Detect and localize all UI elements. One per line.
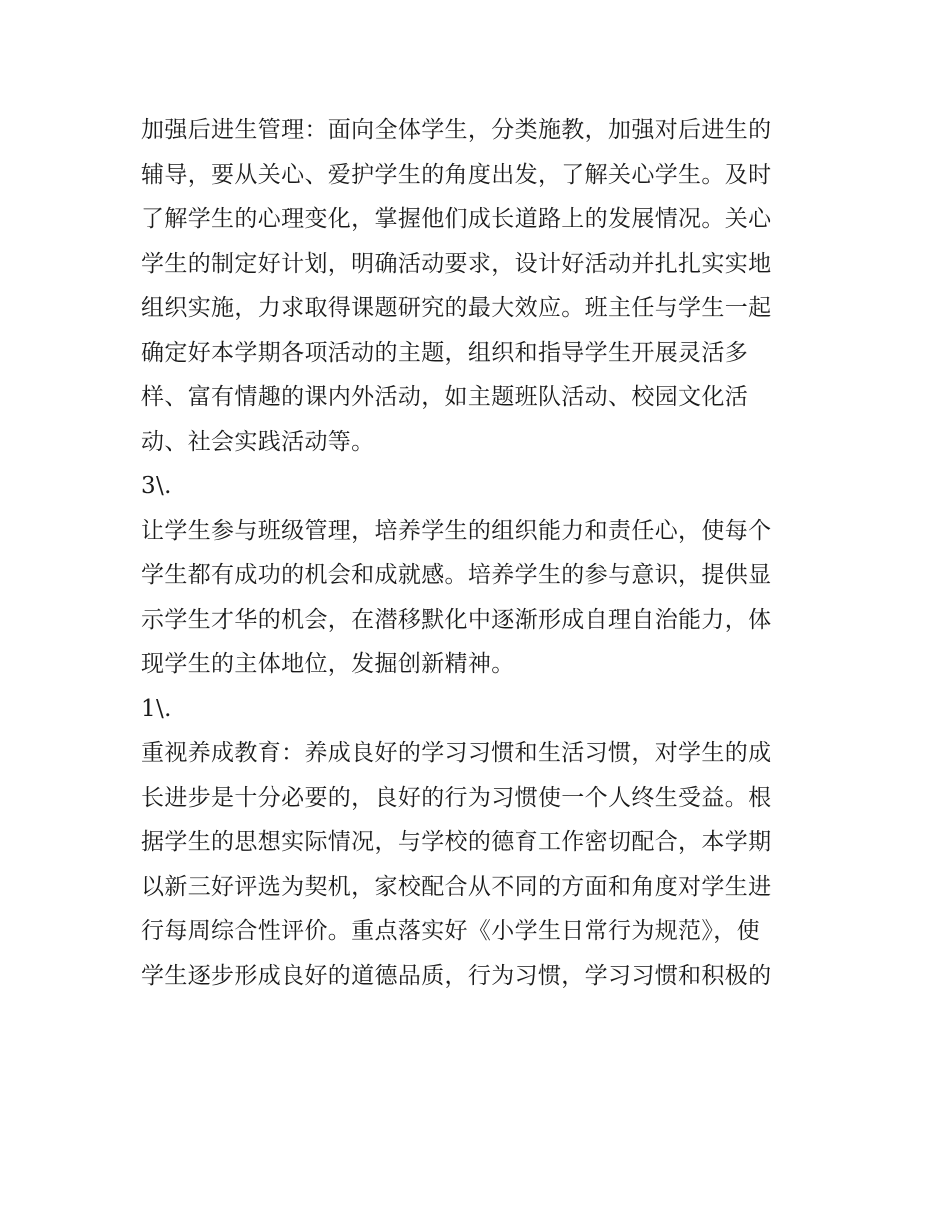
- text-line: 行每周综合性评价。重点落实好《小学生日常行为规范》，使: [141, 918, 760, 944]
- text-line: 样、富有情趣的课内外活动，如主题班队活动、校园文化活: [141, 384, 749, 410]
- paragraph-management: [141, 108, 831, 464]
- text-line: 示学生才华的机会，在潜移默化中逐渐形成自理自治能力，体: [141, 606, 772, 633]
- text-line: 了解学生的心理变化，掌握他们成长道路上的发展情况。关心: [141, 206, 772, 232]
- text-line: 以新三好评选为契机，家校配合从不同的方面和角度对学生进: [141, 873, 772, 900]
- section-marker-3: 3\.: [141, 473, 172, 499]
- text-line: 长进步是十分必要的，良好的行为习惯使一个人终生受益。根: [141, 784, 772, 811]
- text-line: 学生逐步形成良好的道德品质，行为习惯，学习习惯和积极的: [141, 962, 772, 989]
- text-line: 学生都有成功的机会和成就感。培养学生的参与意识，提供显: [141, 562, 772, 588]
- text-line: 重视养成教育：养成良好的学习习惯和生活习惯，对学生的成: [141, 740, 772, 766]
- section-marker-1: 1\.: [141, 695, 172, 722]
- text-line: 让学生参与班级管理，培养学生的组织能力和责任心，使每个: [141, 517, 772, 544]
- paragraph-habits: [141, 731, 831, 998]
- text-line: 据学生的思想实际情况，与学校的德育工作密切配合，本学期: [141, 829, 772, 855]
- text-line: 辅导，要从关心、爱护学生的角度出发，了解关心学生。及时: [141, 161, 772, 188]
- text-line: 确定好本学期各项活动的主题，组织和指导学生开展灵活多: [141, 339, 749, 366]
- text-line: 现学生的主体地位，发掘创新精神。: [141, 651, 515, 677]
- paragraph-participation: [141, 509, 831, 687]
- document-page: [141, 108, 831, 998]
- text-line: 组织实施，力求取得课题研究的最大效应。班主任与学生一起: [141, 295, 772, 321]
- text-line: 动、社会实践活动等。: [141, 428, 375, 455]
- text-line: 学生的制定好计划，明确活动要求，设计好活动并扎扎实实地: [141, 250, 772, 277]
- text-line: 加强后进生管理：面向全体学生，分类施教，加强对后进生的: [141, 117, 772, 143]
